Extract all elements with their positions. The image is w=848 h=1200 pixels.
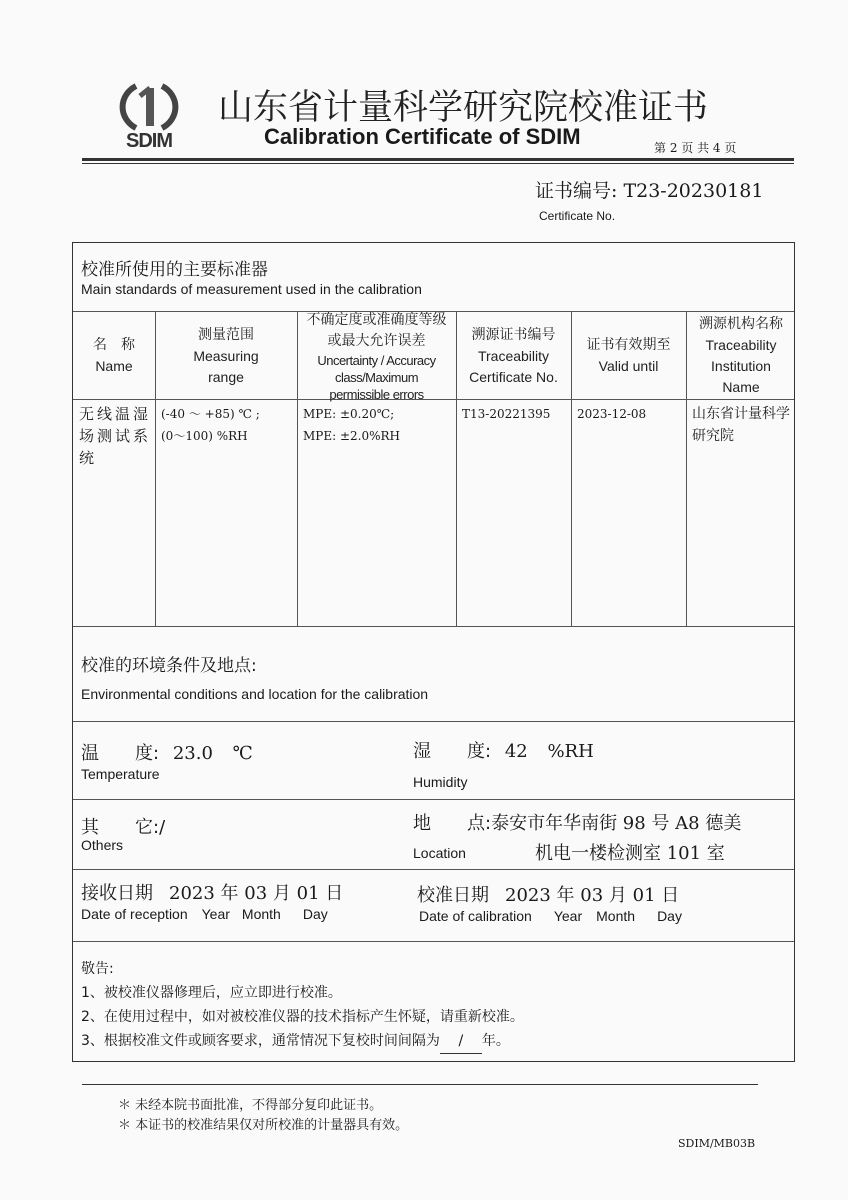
row-institution: 山东省计量科学研究院	[692, 406, 790, 444]
cert-no: 证书编号: T23-20230181	[535, 180, 764, 202]
col-range: 测量范围 Measuring range	[193, 326, 259, 385]
location: 地 点:泰安市年华南街 98 号 A8 德美	[413, 813, 742, 834]
sdim-logo: SDIM	[118, 82, 180, 148]
row-cert: T13-20221395	[462, 407, 551, 421]
col-name: 名 称 Name	[93, 337, 135, 374]
page-info: 第 2 页 共 4 页	[654, 141, 737, 155]
row-name: 无线温湿场测试系统	[79, 405, 152, 467]
env-title-en: Environmental conditions and location for the calibration	[81, 686, 429, 702]
temperature-en: Temperature	[81, 766, 160, 782]
standards-title: 校准所使用的主要标准器	[81, 260, 268, 280]
location-en: Location	[413, 845, 466, 861]
humidity-en: Humidity	[413, 774, 468, 790]
col-cert: 溯源证书编号 Traceability Certificate No.	[469, 326, 558, 385]
title-en: Calibration Certificate of SDIM	[264, 124, 581, 149]
footer-rule	[82, 1084, 758, 1085]
cert-no-label-en: Certificate No.	[539, 209, 616, 223]
col-uncertainty: 不确定度或准确度等级或最大允许误差 Uncertainty / Accuracy class/Maximum permissible errors	[306, 311, 447, 402]
col-institution: 溯源机构名称 Traceability Institution Name	[699, 316, 783, 395]
row-valid: 2023-12-08	[577, 407, 647, 421]
date-calibration: 校准日期 2023 年 03 月 01 日	[417, 885, 680, 906]
env-title: 校准的环境条件及地点:	[81, 656, 257, 676]
date-calibration-en: Date of calibration Year Month Day	[419, 908, 682, 924]
col-valid: 证书有效期至 Valid until	[586, 337, 671, 374]
certificate-body	[72, 242, 795, 1062]
others-en: Others	[81, 837, 124, 853]
header-rule	[82, 158, 794, 164]
location-line2: 机电一楼检测室 101 室	[535, 843, 725, 864]
standards-title-en: Main standards of measurement used in the calibration	[81, 281, 422, 297]
temperature: 温 度: 23.0 ℃	[81, 743, 253, 764]
date-reception-en: Date of reception Year Month Day	[81, 906, 328, 922]
row-mpe: MPE: ±0.20℃; MPE: ±2.0%RH	[303, 407, 401, 443]
title-cn: 山东省计量科学研究院校准证书	[218, 88, 709, 128]
footer-notes: ＊ 未经本院书面批准，不得部分复印此证书。 ＊ 本证书的校准结果仅对所校准的计量器具有效。	[118, 1098, 409, 1133]
row-range: (-40 ～ +85) ℃ ; (0～100) %RH	[161, 407, 260, 443]
date-reception: 接收日期 2023 年 03 月 01 日	[81, 883, 344, 904]
others: 其 它:/	[81, 817, 166, 838]
form-code: SDIM/MB03B	[678, 1137, 756, 1150]
humidity: 湿 度: 42 %RH	[413, 741, 594, 762]
notice: 敬告: 1、被校准仪器修理后，应立即进行校准。 2、在使用过程中，如对被校准仪器的技术指标产生怀疑，请重新校准。 3、根据校准文件或顾客要求，通常情况下复校时间间隔为 / 年。	[81, 957, 524, 1054]
